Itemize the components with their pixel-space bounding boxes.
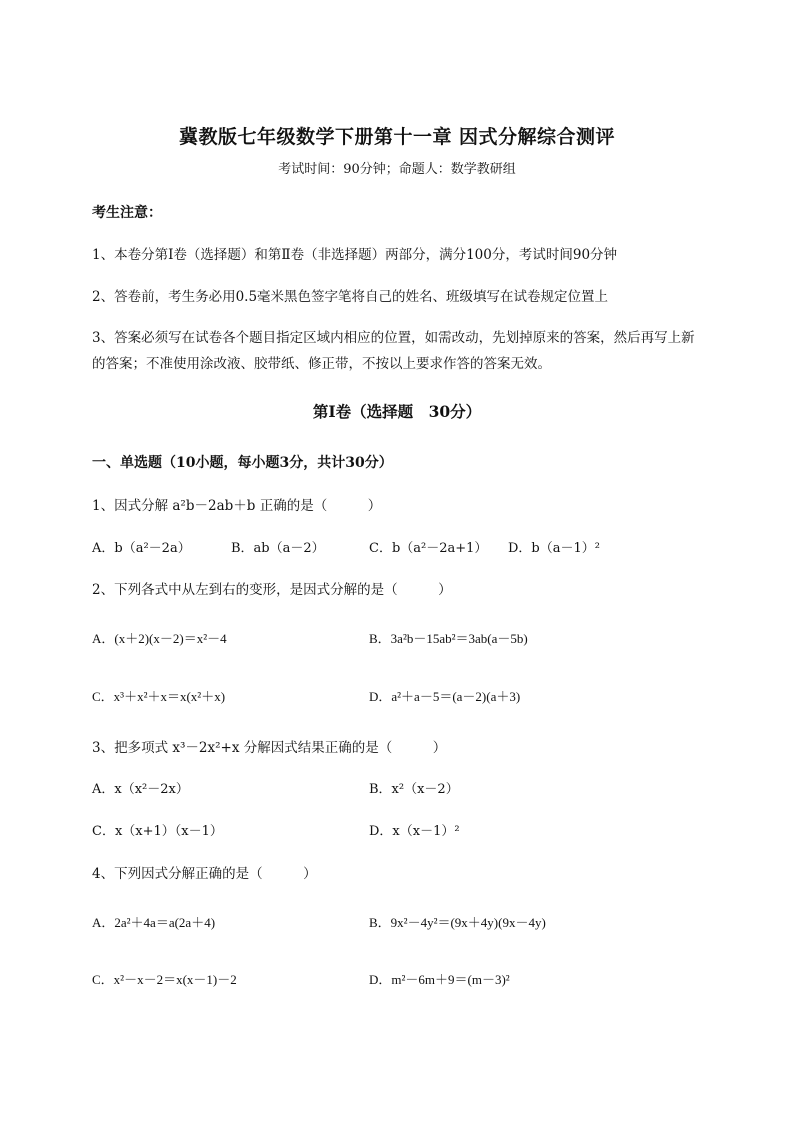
option-c: C．b（a²－2a+1） [369,541,488,556]
note-item: 的答案；不准使用涂改液、胶带纸、修正带，不按以上要求作答的答案无效。 [92,356,551,372]
option-d: D．a²＋a－5＝(a－2)(a＋3) [369,689,521,704]
question-stem: 2、下列各式中从左到右的变形，是因式分解的是（ ） [92,582,452,598]
option-d: D．b（a－1）² [508,541,600,556]
note-item: 3、答案必须写在试卷各个题目指定区域内相应的位置，如需改动，先划掉原来的答案，然后再写上新 [92,330,695,346]
option-b: B．ab（a－2） [231,541,325,556]
note-item: 2、答卷前，考生务必用0.5毫米黑色签字笔将自己的姓名、班级填写在试卷规定位置上 [92,289,609,305]
page-title: 冀教版七年级数学下册第十一章 因式分解综合测评 [178,126,616,148]
notes-heading: 考生注意： [92,205,162,221]
option-c: C．x²－x－2＝x(x－1)－2 [92,972,237,987]
option-b: B．9x²－4y²＝(9x＋4y)(9x－4y) [369,915,546,930]
option-a: A．(x＋2)(x－2)＝x²－4 [92,631,227,646]
section-subheading: 一、单选题（10小题，每小题3分，共计30分） [92,455,393,471]
option-b: B．x²（x－2） [369,782,459,797]
exam-info: 考试时间：90分钟；命题人：数学教研组 [278,162,516,177]
note-item: 1、本卷分第I卷（选择题）和第Ⅱ卷（非选择题）两部分，满分100分，考试时间90分钟 [92,247,618,263]
option-d: D．x（x－1）² [369,824,460,839]
question-stem: 1、因式分解 a²b－2ab＋b 正确的是（ ） [92,498,382,514]
question-stem: 3、把多项式 x³－2x²+x 分解因式结果正确的是（ ） [92,740,447,756]
section-title: 第I卷（选择题 30分） [312,402,482,421]
option-c: C．x（x+1）（x－1） [92,824,223,839]
option-d: D．m²－6m＋9＝(m－3)² [369,972,510,987]
option-c: C．x³＋x²＋x＝x(x²＋x) [92,689,226,704]
question-stem: 4、下列因式分解正确的是（ ） [92,866,317,882]
option-a: A．b（a²－2a） [92,541,191,556]
option-a: A．x（x²－2x） [92,782,189,797]
option-a: A．2a²＋4a＝a(2a＋4) [92,915,216,930]
option-b: B．3a²b－15ab²＝3ab(a－5b) [369,631,528,646]
